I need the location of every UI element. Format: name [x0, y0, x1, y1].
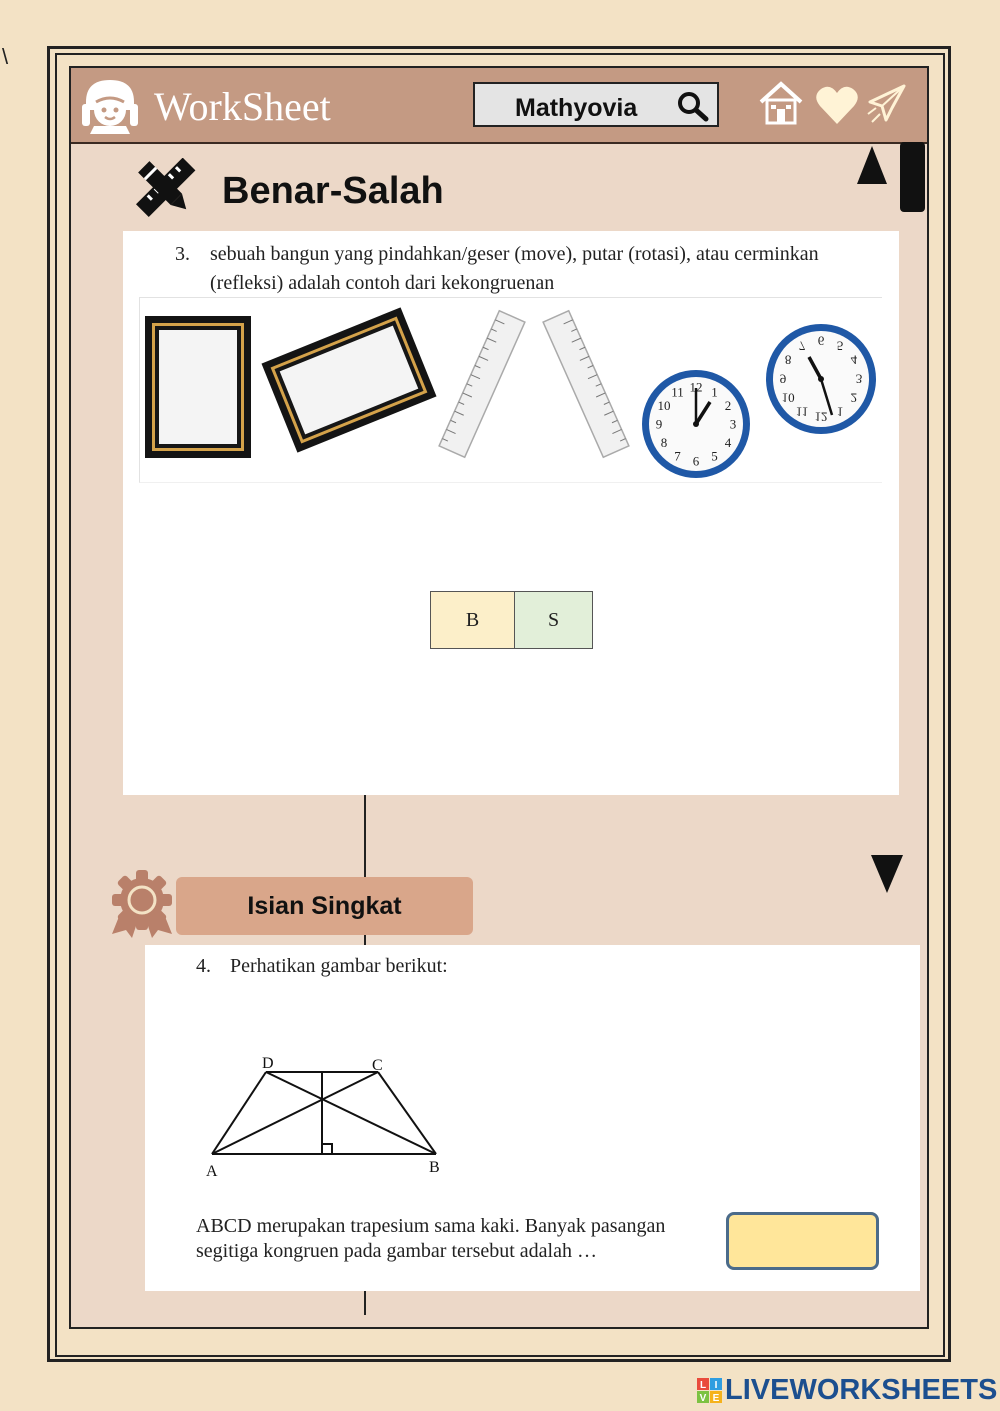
- vertex-label-b: B: [429, 1159, 440, 1176]
- search-icon[interactable]: [676, 90, 710, 122]
- vertex-label-c: C: [372, 1057, 383, 1074]
- clock-numeral: 6: [817, 333, 825, 349]
- award-badge-icon: [110, 870, 174, 940]
- pencil-ruler-icon: [134, 158, 196, 218]
- vertex-label-a: A: [206, 1163, 218, 1180]
- heart-icon[interactable]: [815, 84, 859, 126]
- section-title-benar-salah: Benar-Salah: [222, 170, 444, 212]
- question-number: 4.: [196, 955, 211, 977]
- picture-frame-rotated-image: [260, 300, 438, 460]
- clock-numeral: 2: [850, 390, 858, 406]
- ruler-tilted-right-image: [432, 306, 532, 462]
- liveworksheets-logo-text: LIVEWORKSHEETS: [725, 1374, 998, 1406]
- liveworksheets-logo-icon: [697, 1378, 723, 1404]
- clock-reflected-image: [762, 320, 880, 438]
- clock-numeral: 5: [836, 338, 844, 354]
- logo-letter: I: [714, 1380, 718, 1391]
- clock-numeral: 1: [711, 384, 718, 400]
- clock-numeral: 11: [671, 384, 684, 400]
- section-title-isian-singkat: Isian Singkat: [176, 877, 473, 935]
- question-4-prompt: [196, 955, 448, 978]
- clock-numeral: 7: [798, 338, 806, 354]
- clock-numeral: 12: [814, 409, 828, 425]
- question-4-text: ABCD merupakan trapesium sama kaki. Banyak pasangan segitiga kongruen pada gambar tersebut adalah …: [196, 1215, 666, 1262]
- vertex-label-d: D: [262, 1055, 274, 1072]
- scroll-up-arrow-icon[interactable]: [855, 144, 889, 186]
- stray-mark: \: [2, 44, 9, 69]
- question-3: [175, 240, 875, 298]
- clock-numeral: 9: [655, 416, 663, 432]
- clock-numeral: 10: [657, 398, 671, 413]
- clock-numeral: 4: [850, 352, 858, 368]
- scroll-down-arrow-icon[interactable]: [869, 853, 905, 895]
- clock-numeral: 3: [729, 416, 737, 432]
- search-input[interactable]: Mathyovia: [515, 94, 638, 122]
- logo-letter: E: [712, 1393, 720, 1404]
- clock-numeral: 6: [692, 453, 700, 469]
- clock-image: [638, 366, 754, 482]
- question-text: sebuah bangun yang pindahkan/geser (move), putar (rotasi), atau cerminkan (refleksi) adalah contoh dari kekongruenan: [210, 243, 819, 294]
- clock-numeral: 3: [855, 371, 863, 387]
- clock-numeral: 11: [795, 404, 809, 420]
- clock-numeral: 4: [724, 435, 732, 450]
- paper-plane-icon[interactable]: [866, 84, 906, 124]
- trapezoid-figure: [198, 1050, 458, 1186]
- answer-option-b[interactable]: B: [430, 591, 515, 649]
- ruler-tilted-left-image: [536, 306, 636, 462]
- question-prompt: Perhatikan gambar berikut:: [230, 955, 448, 977]
- clock-numeral: 9: [779, 371, 787, 387]
- search-box[interactable]: [473, 82, 719, 127]
- clock-numeral: 7: [674, 448, 681, 464]
- picture-frame-upright-image: [143, 314, 253, 460]
- scrollbar-thumb[interactable]: [900, 142, 925, 212]
- logo-letter: L: [699, 1380, 707, 1391]
- clock-numeral: 1: [836, 404, 844, 420]
- answer-option-s[interactable]: S: [514, 591, 593, 649]
- clock-numeral: 8: [784, 352, 792, 368]
- connector-line: [364, 1291, 366, 1315]
- brand-title: WorkSheet: [154, 84, 331, 129]
- home-icon[interactable]: [758, 80, 804, 126]
- worksheet-logo-icon: [78, 76, 142, 134]
- clock-numeral: 12: [689, 379, 703, 395]
- clock-numeral: 10: [781, 390, 795, 406]
- question-number: 3.: [175, 243, 190, 265]
- logo-letter: V: [699, 1393, 707, 1404]
- answer-input[interactable]: [726, 1212, 879, 1270]
- clock-numeral: 2: [724, 398, 732, 413]
- clock-numeral: 8: [660, 435, 668, 450]
- clock-numeral: 5: [711, 448, 718, 464]
